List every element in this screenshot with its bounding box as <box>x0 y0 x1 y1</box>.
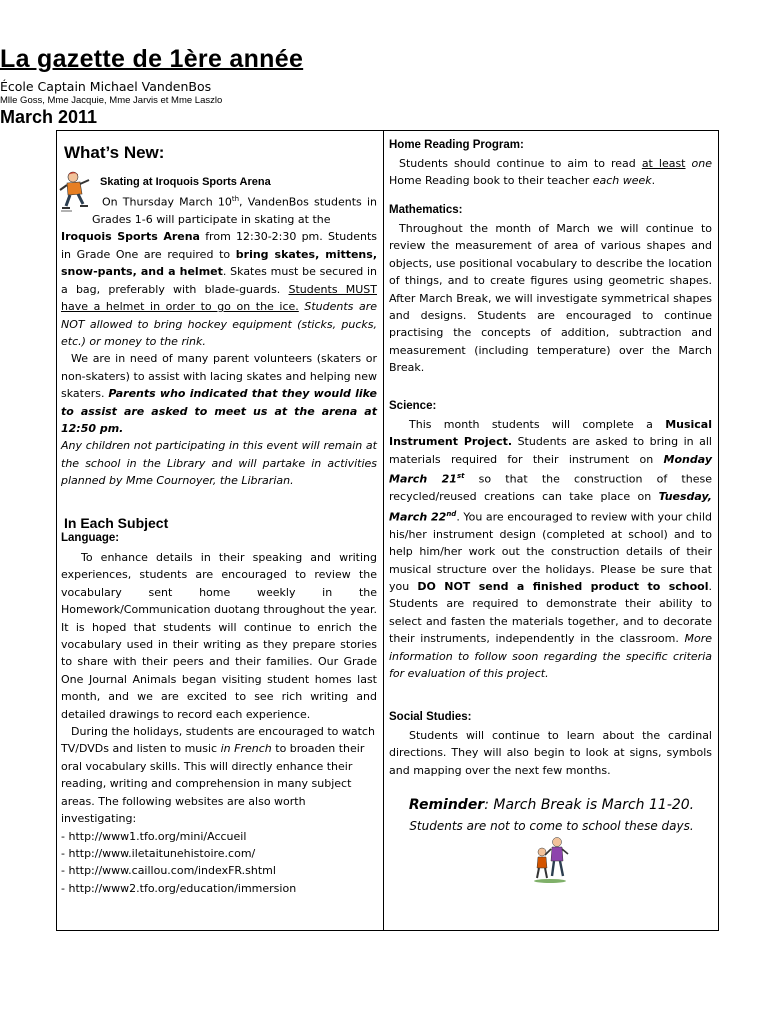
website-link[interactable]: - http://www.caillou.com/indexFR.shtml <box>61 864 276 878</box>
teacher-names: Mlle Goss, Mme Jacquie, Mme Jarvis et Mme Laszlo <box>0 95 223 106</box>
home-reading-paragraph: Students should continue to aim to read at least one Home Reading book to their teacher each week. <box>389 157 713 188</box>
language-heading: Language: <box>61 532 120 544</box>
website-link[interactable]: - http://www2.tfo.org/education/immersion <box>61 881 297 895</box>
skating-paragraph: On Thursday March 10th, VandenBos students in Grades 1-6 will participate in skating at the Iroquois Sports Arena from 12:30-2:30 pm. Students in Grade One are required to bring skates, mittens, snow-pants, and a helmet. Skates must be secured in a bag, preferably with blade-guards. Students MUST have a helmet in order to go on the ice. Students are NOT allowed to bring hockey equipment (sticks, pucks, etc.) or money to the rink. We are in need of many parent volunteers (skaters or non-skaters) to assist with lacing skates and helping new skaters. Parents who indicated that they would like to assist are asked to meet us at the arena at 12:50 pm. Any children not participating in this event will remain at the school in the Library and will partake in activities planned by Mme Cournoyer, the Librarian. <box>61 195 378 488</box>
website-link[interactable]: - http://www1.tfo.org/mini/Accueil <box>61 829 247 843</box>
home-reading-heading: Home Reading Program: <box>389 139 524 151</box>
issue-date: March 2011 <box>0 107 98 127</box>
school-name: École Captain Michael VandenBos <box>0 79 212 94</box>
whats-new-heading: What’s New: <box>64 143 165 162</box>
reminder-subtext: Students are not to come to school these days. <box>409 819 694 833</box>
children-playing-clipart-icon <box>528 836 572 884</box>
mathematics-paragraph: Throughout the month of March we will continue to review the measurement of area of various shapes and objects, use positional vocabulary to describe the location of things, and to create figures using geometric shapes. After March Break, we will investigate symmetrical shapes and designs. Students are encouraged to continue practising the concepts of addition, subtraction and measurement (including temperature) over the March Break. <box>389 222 712 375</box>
skating-heading: Skating at Iroquois Sports Arena <box>100 176 271 188</box>
language-paragraph: To enhance details in their speaking and writing experiences, students are encouraged to review the vocabulary sent home weekly in the Homework/Communication duotang throughout the year. It is hoped that students will continue to enrich the vocabulary used in their writing as they prepare stories to share with their peers and their families. Our Grade One Journal Animals began visiting student homes last month, and we are excited to see rich writing and detailed drawings to record each experience. During the holidays, students are encouraged to watch TV/DVDs and listen to music in French to broaden their oral vocabulary skills. This will directly enhance their reading, writing and comprehension in many subject areas. The following websites are also worth investigating: - http://www1.tfo.org/mini/Accueil - http://www.iletaitunehistoire.com/ - http://www.caillou.com/indexFR.shtml - http://www2.tfo.org/education/immersion <box>61 549 377 897</box>
newsletter-title: La gazette de 1ère année <box>0 45 304 73</box>
mathematics-heading: Mathematics: <box>389 204 463 216</box>
in-each-subject-heading: In Each Subject <box>64 515 169 531</box>
social-studies-paragraph: Students will continue to learn about the cardinal directions. They will also begin to look at signs, symbols and mapping over the next few months. <box>389 729 712 777</box>
science-paragraph: This month students will complete a Musical Instrument Project. Students are asked to bring in all materials required for their instrument on Monday March 21st so that the construction of these recycled/reused creations can take place on Tuesday, March 22nd. You are encouraged to review with your child his/her instrument design (completed at school) and to help him/her work out the construction details of their musical structure over the holidays. Please be sure that you DO NOT send a finished product to school. Students are required to demonstrate their ability to select and fasten the materials together, and to decorate their instruments, independently in the classroom. More information to follow soon regarding the specific criteria for evaluation of this project. <box>389 418 712 680</box>
science-heading: Science: <box>389 400 437 412</box>
website-list <box>61 828 377 898</box>
reminder-line: Reminder: March Break is March 11-20. <box>408 797 695 813</box>
social-studies-heading: Social Studies: <box>389 711 472 723</box>
website-link[interactable]: - http://www.iletaitunehistoire.com/ <box>61 846 256 860</box>
